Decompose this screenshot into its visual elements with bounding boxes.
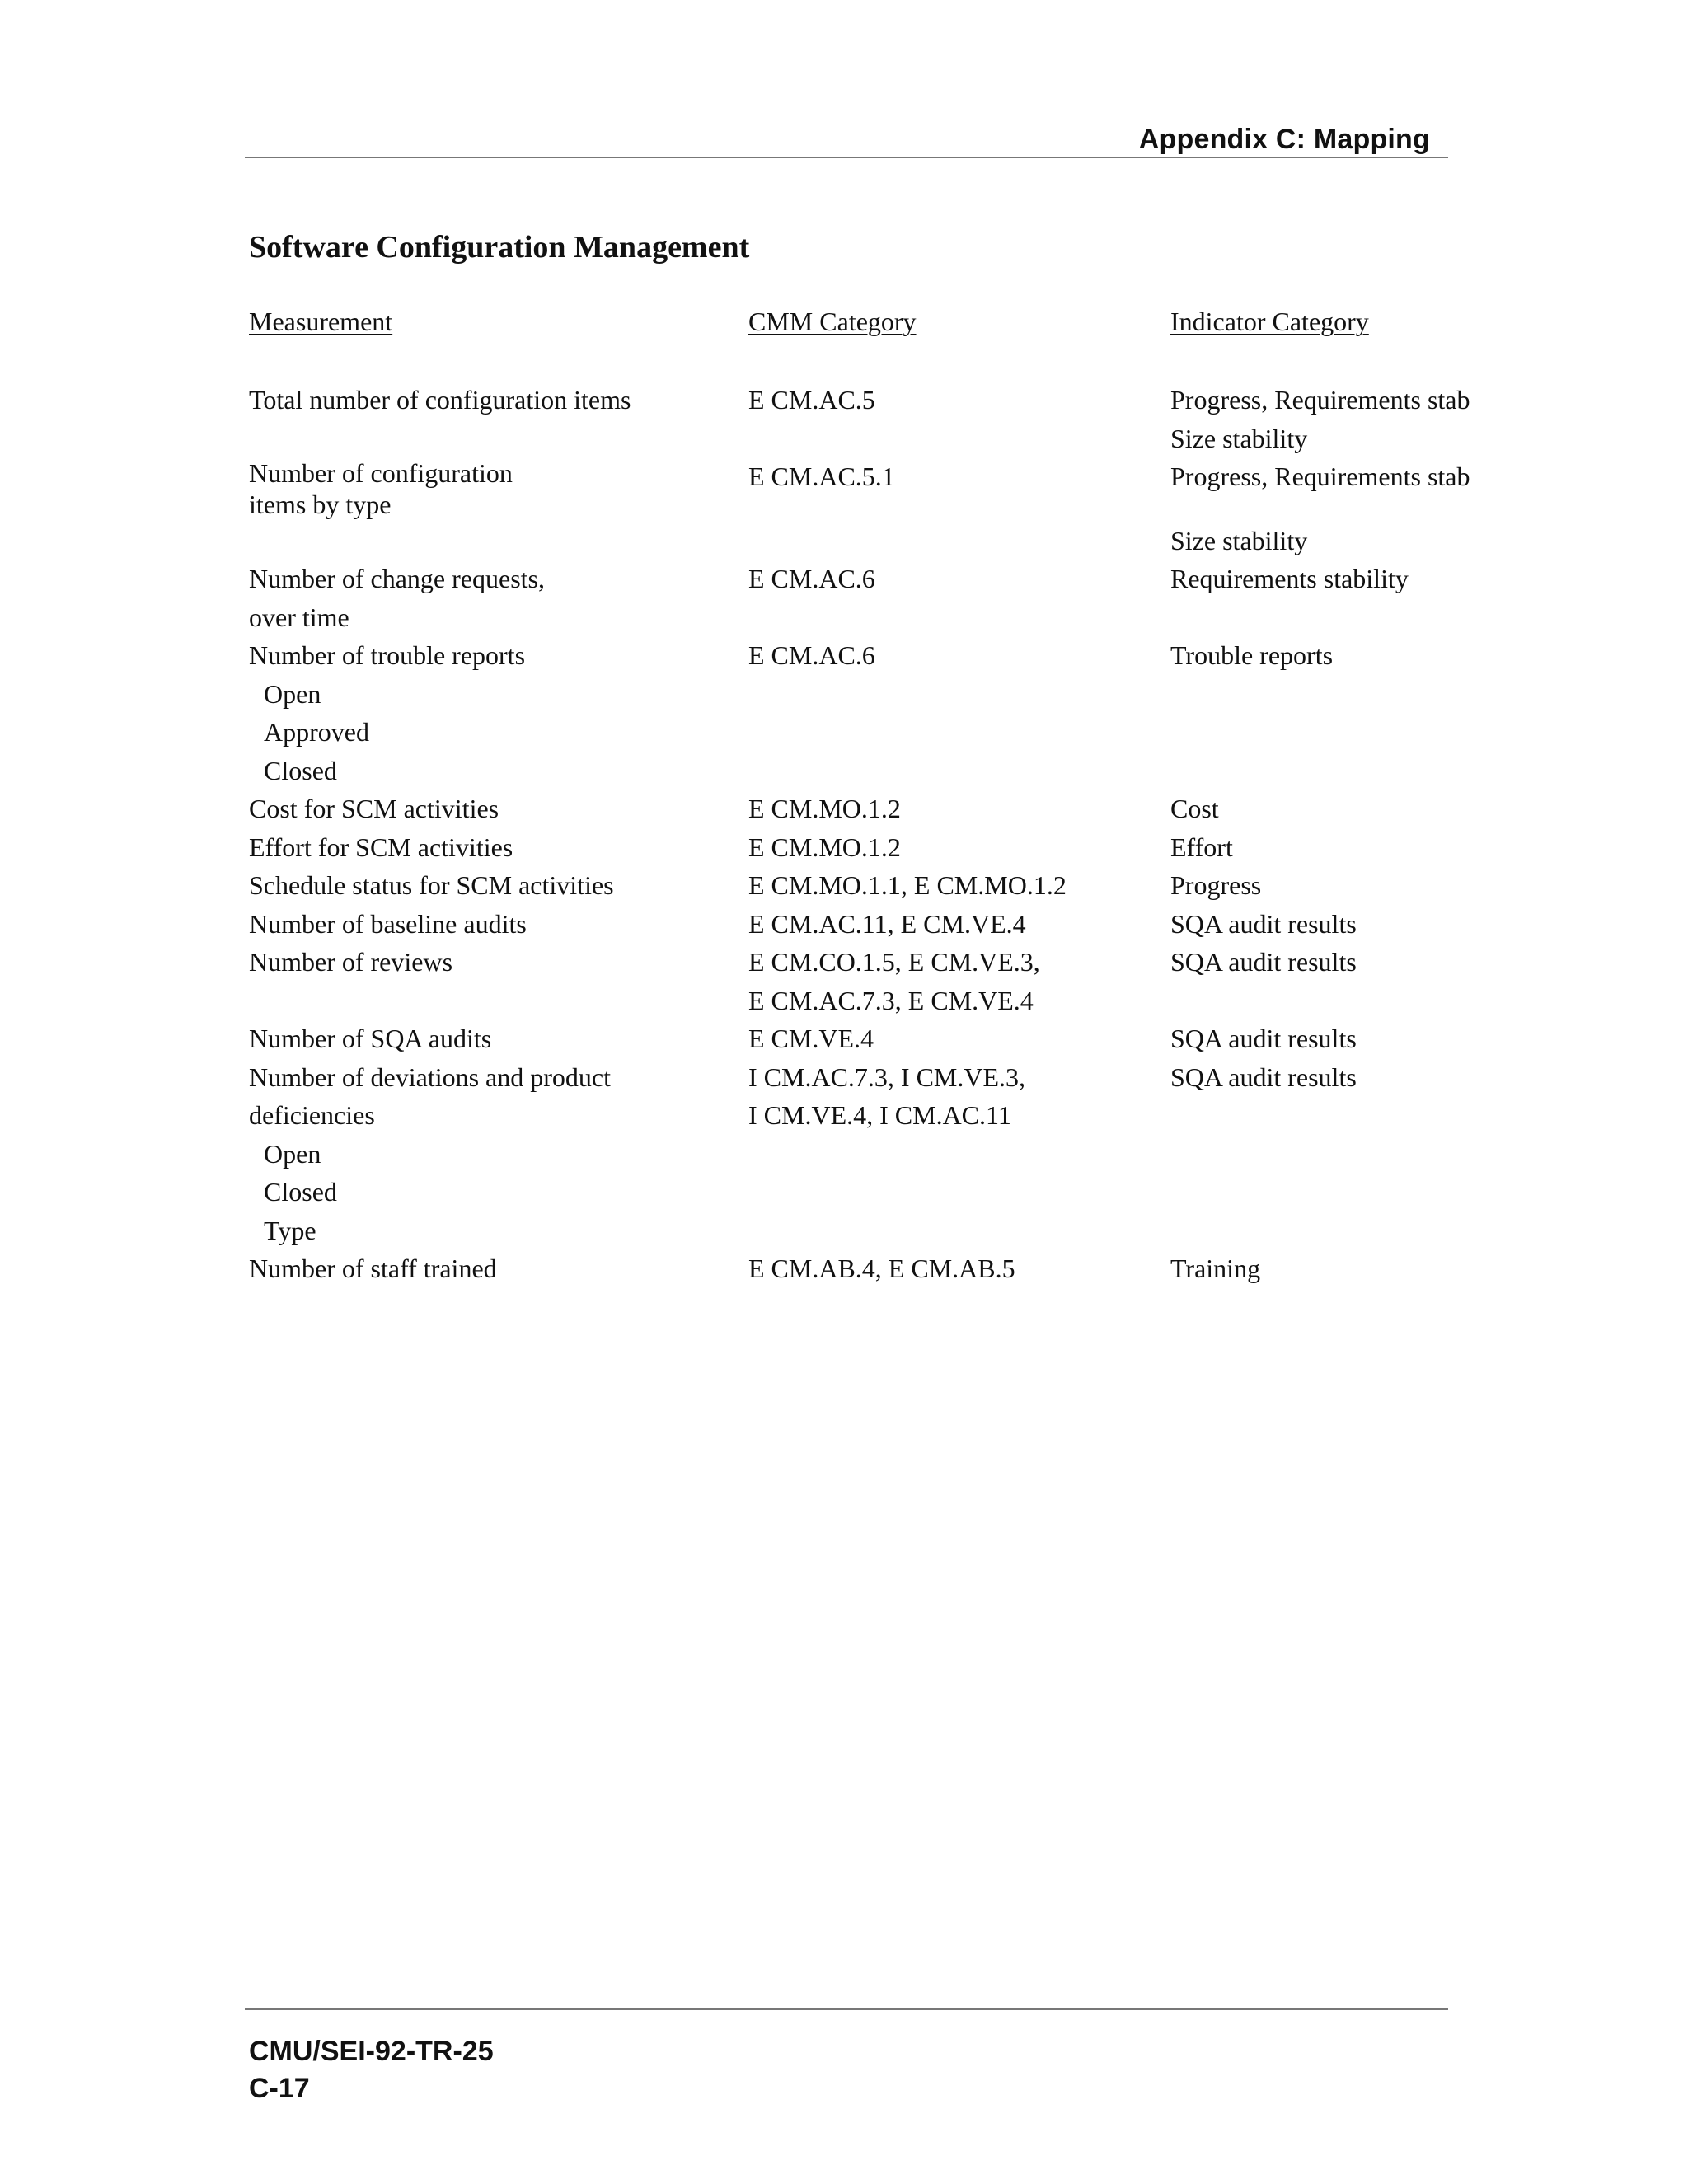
cmm-category-cell: E CM.MO.1.2 (748, 794, 901, 823)
cmm-category-cell: E CM.MO.1.2 (748, 832, 901, 862)
table-row (249, 636, 1484, 790)
table-row (249, 828, 1484, 867)
indicator-category-cell: Progress, Requirements stab (1170, 462, 1470, 491)
measurement-cell: Cost for SCM activities (249, 794, 499, 823)
cmm-category-cell: E CM.MO.1.1, E CM.MO.1.2 (748, 870, 1067, 900)
sub-item: Approved (264, 717, 369, 747)
indicator-category-cell: SQA audit results (1170, 908, 1357, 939)
column-header-measurement: Measurement (249, 307, 393, 336)
indicator-category-cell: Progress, Requirements stab (1170, 385, 1470, 415)
table-row (249, 943, 1484, 1019)
measurement-cell: deficiencies (249, 1100, 375, 1130)
sub-item: Open (264, 678, 321, 709)
table-row (249, 560, 1484, 636)
cmm-category-cell: E CM.AC.11, E CM.VE.4 (748, 908, 1026, 939)
report-id: CMU/SEI-92-TR-25 (249, 2036, 494, 2067)
indicator-category-cell: Size stability (1170, 525, 1308, 555)
measurement-cell: Number of change requests, over time (249, 564, 545, 632)
column-header-indicator-category: Indicator Category (1170, 307, 1369, 336)
indicator-category-cell: Effort (1170, 832, 1233, 862)
measurement-cell: Number of SQA audits (249, 1024, 492, 1053)
running-head: Appendix C: Mapping (1138, 124, 1430, 155)
sub-item: Type (264, 1215, 316, 1245)
section-title: Software Configuration Management (249, 230, 750, 265)
sub-item: Closed (264, 1177, 337, 1207)
indicator-category-cell: SQA audit results (1170, 947, 1357, 977)
measurement-cell: Number of deviations and product (249, 1062, 611, 1092)
measurement-cell: Number of trouble reports (249, 640, 526, 670)
table-row (249, 457, 1484, 560)
cmm-category-cell: E CM.AC.6 (748, 640, 875, 670)
cmm-category-cell: E CM.AB.4, E CM.AB.5 (748, 1254, 1015, 1283)
header-rule (245, 157, 1448, 158)
table-row (249, 1019, 1484, 1058)
indicator-category-cell: Requirements stability (1170, 564, 1409, 593)
table-row (249, 866, 1484, 905)
table-row (249, 905, 1484, 944)
indicator-category-cell: SQA audit results (1170, 1062, 1357, 1092)
table-row (249, 790, 1484, 828)
indicator-category-cell: Cost (1170, 794, 1219, 823)
table-row (249, 1249, 1484, 1288)
cmm-category-cell: E CM.AC.7.3, E CM.VE.4 (748, 985, 1034, 1015)
measurement-cell: Number of configuration items by type (249, 458, 513, 519)
indicator-category-cell: Size stability (1170, 423, 1308, 453)
page-number: C-17 (249, 2073, 310, 2104)
measurement-cell: Number of baseline audits (249, 908, 527, 939)
table-row (249, 1058, 1484, 1250)
sub-item: Open (264, 1138, 321, 1169)
cmm-category-cell: E CM.AC.5.1 (748, 462, 895, 491)
indicator-category-cell: Training (1170, 1254, 1261, 1283)
cmm-category-cell: E CM.CO.1.5, E CM.VE.3, (748, 947, 1040, 977)
mapping-table (249, 381, 1484, 1312)
measurement-cell: Schedule status for SCM activities (249, 870, 614, 900)
indicator-category-cell: Progress (1170, 870, 1262, 900)
footer-rule (245, 2008, 1448, 2010)
measurement-cell: Number of reviews (249, 947, 453, 977)
indicator-category-cell: Trouble reports (1170, 640, 1334, 670)
measurement-cell: Total number of configuration items (249, 385, 631, 415)
measurement-cell: Effort for SCM activities (249, 832, 513, 862)
cmm-category-cell: I CM.AC.7.3, I CM.VE.3, (748, 1062, 1026, 1092)
indicator-category-cell: SQA audit results (1170, 1024, 1357, 1053)
cmm-category-cell: E CM.AC.6 (748, 564, 875, 593)
column-header-cmm-category: CMM Category (748, 307, 917, 336)
cmm-category-cell: I CM.VE.4, I CM.AC.11 (748, 1100, 1011, 1130)
table-row (249, 381, 1484, 457)
cmm-category-cell: E CM.AC.5 (748, 385, 875, 415)
cmm-category-cell: E CM.VE.4 (748, 1024, 874, 1053)
measurement-cell: Number of staff trained (249, 1254, 497, 1283)
sub-item: Closed (264, 755, 337, 785)
